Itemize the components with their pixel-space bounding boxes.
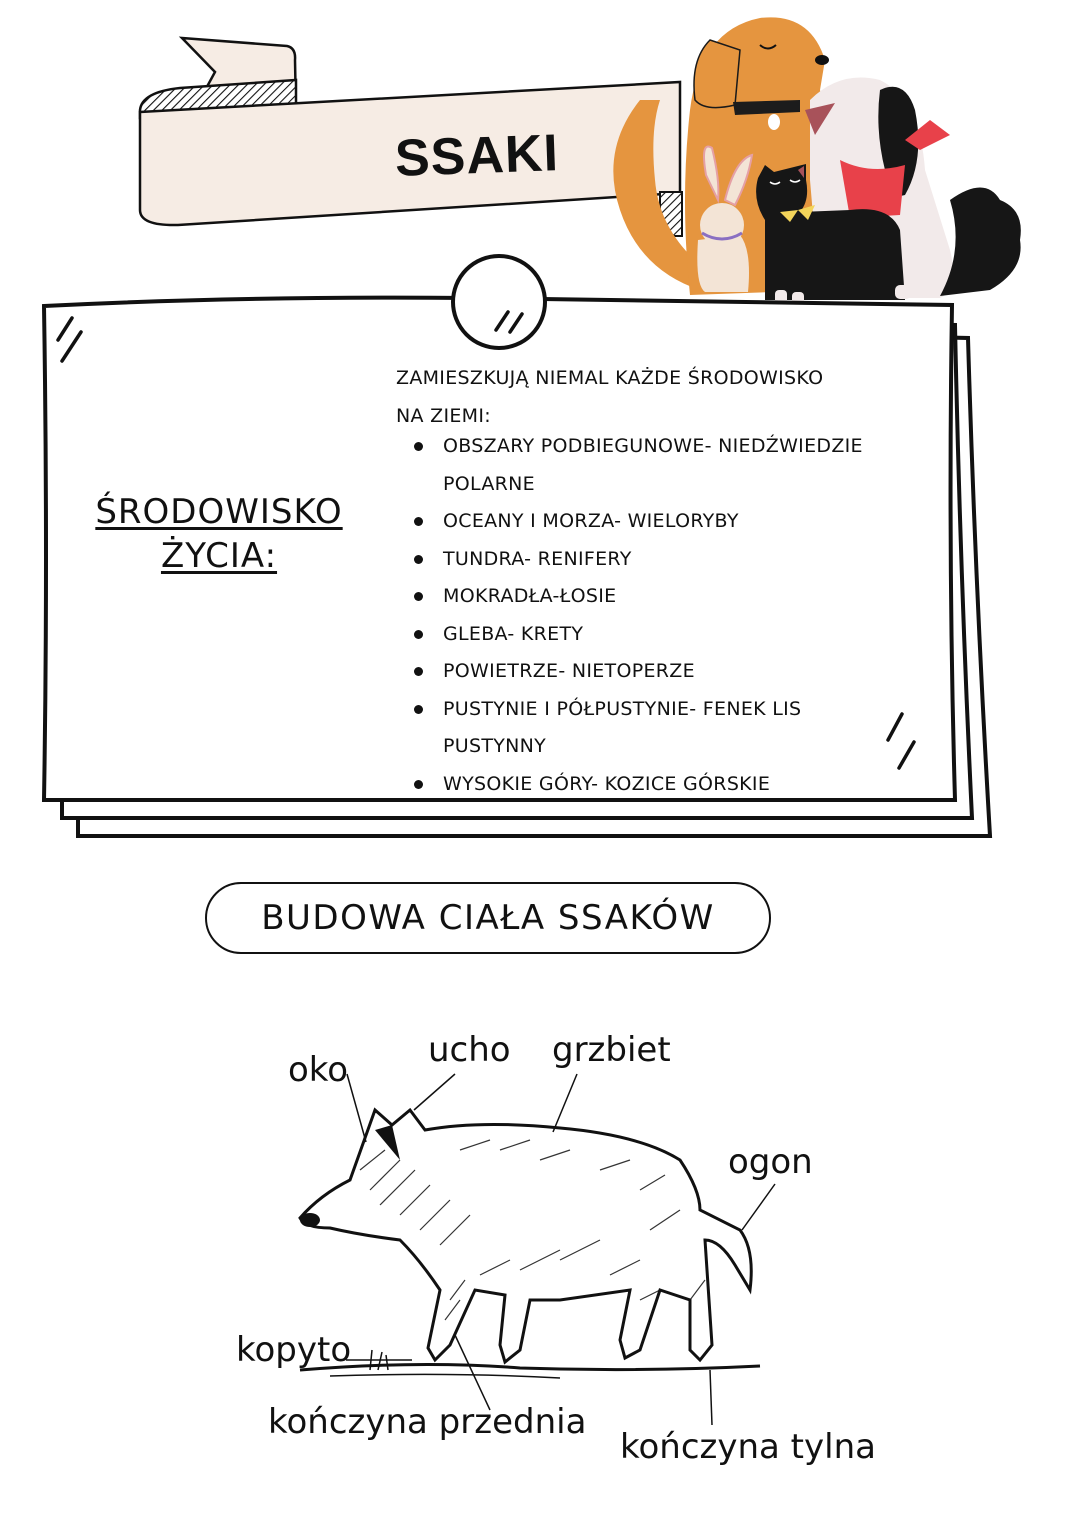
intro-line2: NA ZIEMI:: [396, 404, 491, 427]
habitat-item: WYSOKIE GÓRY- KOZICE GÓRSKIE: [412, 766, 932, 804]
habitat-item: PUSTYNIE I PÓŁPUSTYNIE- FENEK LIS PUSTYNNY: [412, 691, 932, 766]
label-front-limb: kończyna przednia: [268, 1402, 587, 1442]
intro-line1: ZAMIESZKUJĄ NIEMAL KAŻDE ŚRODOWISKO: [396, 367, 824, 389]
label-back: grzbiet: [552, 1030, 671, 1070]
label-hoof: kopyto: [236, 1330, 352, 1370]
habitat-heading-line1: ŚRODOWISKO: [95, 492, 343, 532]
label-ear: ucho: [428, 1030, 511, 1070]
habitat-item: POWIETRZE- NIETOPERZE: [412, 653, 932, 691]
label-eye: oko: [288, 1050, 349, 1090]
habitat-item: TUNDRA- RENIFERY: [412, 541, 932, 579]
page-title: SSAKI: [394, 124, 560, 188]
habitat-item: OCEANY I MORZA- WIELORYBY: [412, 503, 932, 541]
habitat-item: GLEBA- KRETY: [412, 616, 932, 654]
label-tail: ogon: [728, 1142, 813, 1182]
habitat-item: OBSZARY PODBIEGUNOWE- NIEDŹWIEDZIE POLARNE: [412, 428, 932, 503]
habitat-item: MOKRADŁA-ŁOSIE: [412, 578, 932, 616]
habitat-heading-line2: ŻYCIA:: [160, 536, 278, 576]
section-title: BUDOWA CIAŁA SSAKÓW: [205, 882, 771, 954]
label-hind-limb: kończyna tylna: [620, 1427, 876, 1467]
